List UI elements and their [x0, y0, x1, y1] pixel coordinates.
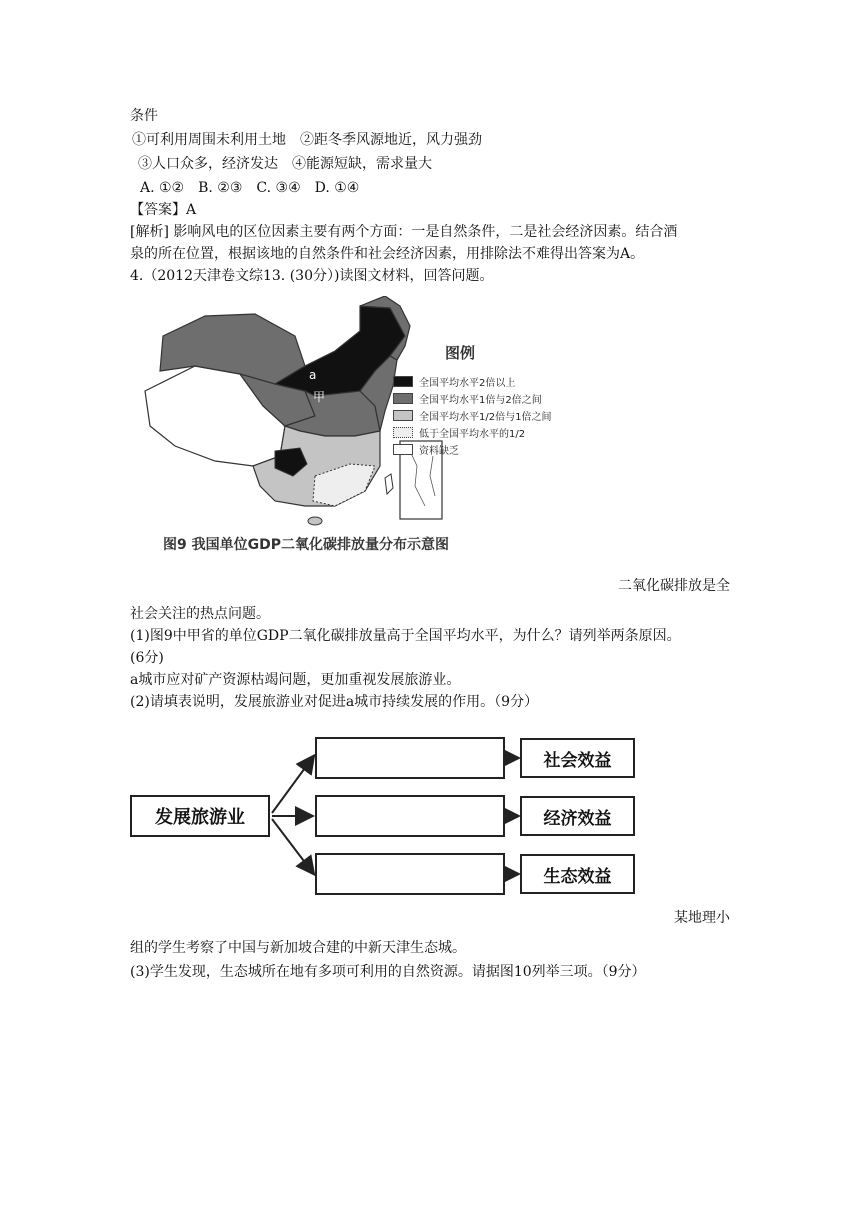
answer-box-ecological[interactable] — [315, 853, 505, 895]
score-note: (6分) — [130, 650, 164, 666]
legend-title: 图例 — [445, 344, 476, 362]
map-region-hainan — [308, 517, 322, 525]
legend-item — [393, 424, 593, 441]
source-box: 发展旅游业 — [130, 795, 270, 837]
legend-item — [393, 407, 593, 424]
arrow-to-box-3 — [272, 819, 313, 873]
output-box-ecological: 生态效益 — [520, 854, 635, 894]
text-line: a城市应对矿产资源枯竭问题，更加重视发展旅游业。 — [130, 672, 461, 688]
question-2: (2)请填表说明，发展旅游业对促进a城市持续发展的作用。（9分） — [130, 694, 539, 710]
map-region-taiwan — [385, 474, 393, 494]
output-box-economic: 经济效益 — [520, 796, 635, 836]
legend-item — [393, 441, 593, 458]
map-label-jia: 甲 — [313, 390, 326, 404]
question-3: (3)学生发现，生态城所在地有多项可利用的自然资源。请据图10列举三项。（9分） — [130, 964, 646, 980]
analysis-line: [解析] 影响风电的区位因素主要有两个方面：一是自然条件，二是社会经济因素。结合酒 — [130, 224, 678, 240]
tourism-flow-diagram — [125, 725, 645, 900]
legend-label: 资料缺乏 — [419, 446, 459, 457]
arrow-to-box-1 — [272, 757, 313, 813]
legend-item — [393, 390, 593, 407]
answer-box-economic[interactable] — [315, 795, 505, 837]
text-line: 二氧化碳排放是全 — [618, 578, 730, 594]
legend-swatch — [393, 427, 413, 438]
legend-item — [393, 373, 593, 390]
figure-caption: 图9 我国单位GDP二氧化碳排放量分布示意图 — [163, 537, 449, 553]
question-heading: 4.（2012天津卷文综13. (30分）)读图文材料，回答问题。 — [130, 268, 494, 284]
text-line: 条件 — [130, 108, 158, 124]
output-box-social: 社会效益 — [520, 738, 635, 778]
answer-line: 【答案】A — [130, 202, 197, 218]
legend-swatch — [393, 444, 413, 455]
question-1: (1)图9中甲省的单位GDP二氧化碳排放量高于全国平均水平，为什么？请列举两条原因。 — [130, 628, 681, 644]
text-line: 某地理小 — [674, 910, 730, 926]
answer-box-social[interactable] — [315, 737, 505, 779]
legend-swatch — [393, 393, 413, 404]
map-label-a: a — [309, 368, 317, 382]
text-line: 社会关注的热点问题。 — [130, 606, 270, 622]
text-line: 组的学生考察了中国与新加坡合建的中新天津生态城。 — [130, 940, 466, 956]
legend-swatch — [393, 376, 413, 387]
legend-label: 低于全国平均水平的1/2 — [419, 429, 526, 440]
choices-line: A. ①② B. ②③ C. ③④ D. ①④ — [140, 180, 360, 196]
map-legend — [393, 342, 593, 458]
legend-label: 全国平均水平1/2倍与1倍之间 — [419, 412, 552, 423]
figure-9-map — [135, 296, 595, 558]
legend-label: 全国平均水平1倍与2倍之间 — [419, 395, 542, 406]
legend-label: 全国平均水平2倍以上 — [419, 378, 516, 389]
analysis-line: 泉的所在位置，根据该地的自然条件和社会经济因素，用排除法不难得出答案为A。 — [130, 246, 645, 262]
option-line: ③人口众多，经济发达 ④能源短缺，需求量大 — [138, 156, 432, 172]
legend-swatch — [393, 410, 413, 421]
option-line: ①可利用周围未利用土地 ②距冬季风源地近，风力强劲 — [132, 132, 482, 148]
